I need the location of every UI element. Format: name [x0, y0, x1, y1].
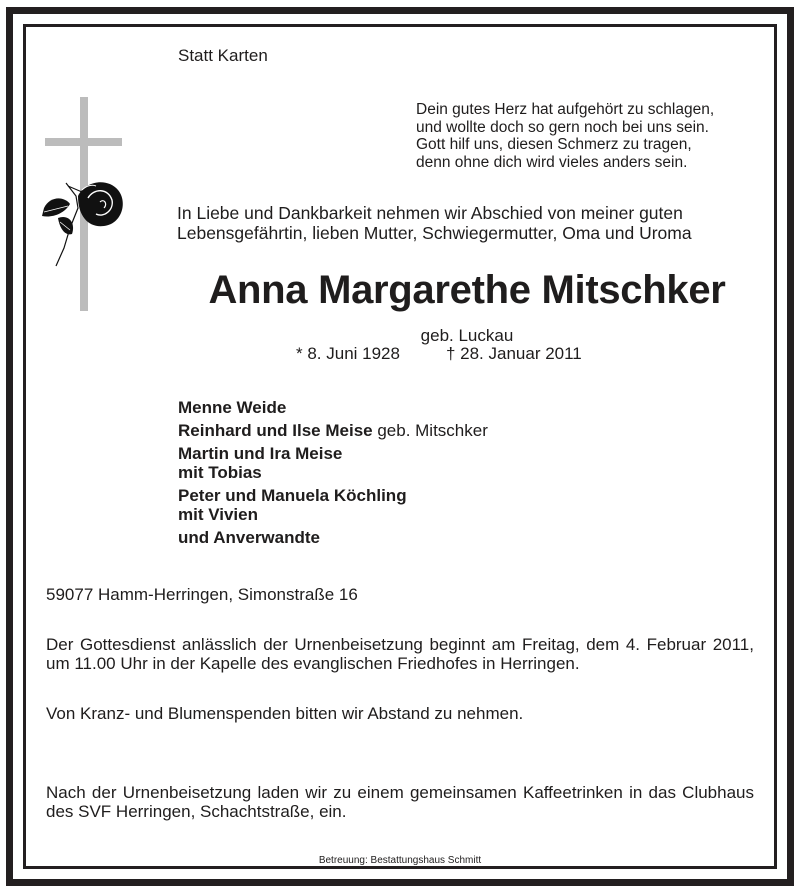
mourner-maiden-name: geb. Mitschker [372, 421, 488, 440]
cross-icon-bar [45, 138, 122, 146]
intro-line: Lebensgefährtin, lieben Mutter, Schwiegermutter, Oma und Uroma [177, 223, 692, 243]
birth-date: * 8. Juni 1928 [296, 344, 400, 363]
mourner-name: Peter und Manuela Köchling [178, 486, 407, 505]
funeral-home-credit: Betreuung: Bestattungshaus Schmitt [318, 855, 482, 866]
poem-line: Gott hilf uns, diesen Schmerz zu tragen, [416, 136, 692, 153]
poem-line: Dein gutes Herz hat aufgehört zu schlagen, [416, 101, 715, 118]
intro-line: In Liebe und Dankbarkeit nehmen wir Abschied von meiner guten [177, 203, 683, 223]
mourner-name: Martin und Ira Meise [178, 444, 343, 463]
poem [416, 101, 714, 171]
mourner-name: und Anverwandte [178, 528, 320, 547]
mourners-list [178, 398, 488, 551]
poem-line: und wollte doch so gern noch bei uns sein. [416, 118, 709, 136]
mourner-name: Reinhard und Ilse Meise [178, 421, 373, 440]
coffee-paragraph: Nach der Urnenbeisetzung laden wir zu einem gemeinsamen Kaffeetrinken in das Clubhaus des SVF Herringen, Schachtstraße, ein. [46, 783, 754, 821]
mourner [178, 398, 488, 417]
mourner [178, 421, 488, 440]
header-statt-karten: Statt Karten [178, 46, 268, 65]
intro-text [177, 203, 692, 243]
mourner [178, 444, 488, 482]
life-dates [296, 344, 582, 364]
mourner-child: mit Vivien [178, 505, 258, 524]
rose-icon [38, 168, 128, 268]
mourner-child: mit Tobias [178, 463, 262, 482]
death-date: † 28. Januar 2011 [445, 344, 582, 363]
flowers-paragraph: Von Kranz- und Blumenspenden bitten wir Abstand zu nehmen. [46, 704, 524, 723]
poem-line: denn ohne dich wird vieles anders sein. [416, 153, 688, 171]
deceased-name: Anna Margarethe Mitschker [208, 268, 726, 312]
mourner-name: Menne Weide [178, 398, 287, 417]
service-paragraph: Der Gottesdienst anlässlich der Urnenbeisetzung beginnt am Freitag, dem 4. Februar 2011, um 11.00 Uhr in der Kapelle des evanglischen Friedhofes in Herringen. [46, 635, 754, 673]
maiden-name: geb. Luckau [420, 326, 514, 345]
mourner [178, 528, 488, 547]
mourner [178, 486, 488, 524]
address: 59077 Hamm-Herringen, Simonstraße 16 [46, 585, 358, 604]
